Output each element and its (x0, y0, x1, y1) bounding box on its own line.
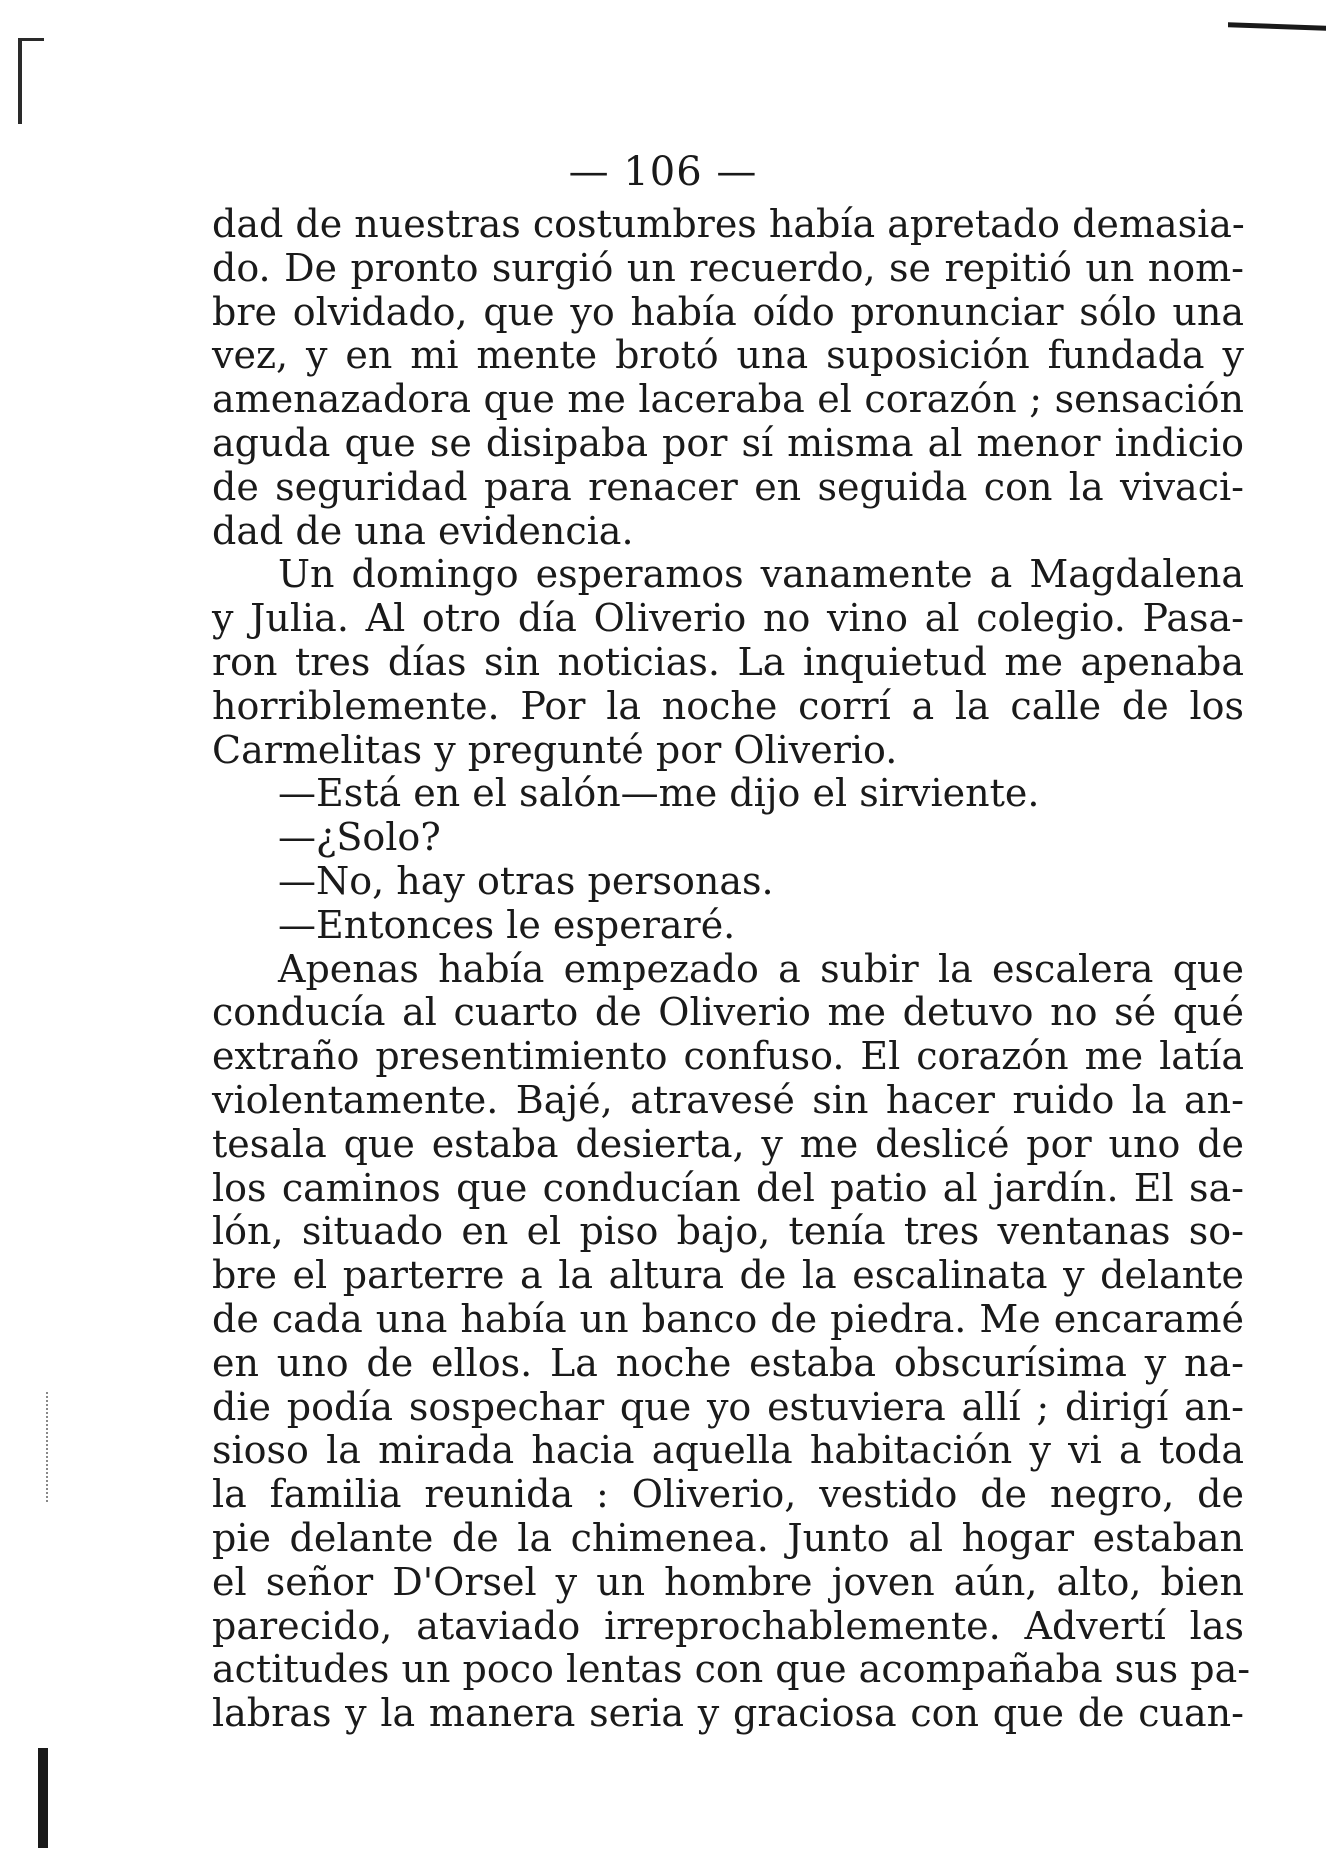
text-line: extraño presentimiento confuso. El corazón me latía (212, 1034, 1244, 1079)
text-line: sioso la mirada hacia aquella habitación y vi a toda (212, 1428, 1244, 1473)
text-line: actitudes un poco lentas con que acompañaba sus pa- (212, 1647, 1251, 1692)
scan-edge-mark-bottom-left (38, 1748, 48, 1848)
text-line: —¿Solo? (278, 815, 441, 860)
page-number: — 106 — (568, 149, 758, 195)
text-line: pie delante de la chimenea. Junto al hogar estaban (212, 1515, 1244, 1560)
text-line: y Julia. Al otro día Oliverio no vino al colegio. Pasa- (212, 596, 1244, 641)
text-line: Apenas había empezado a subir la escalera que (278, 946, 1244, 991)
text-line: —Entonces le esperaré. (278, 902, 736, 947)
scan-dust-marks (46, 1392, 51, 1502)
text-line: en uno de ellos. La noche estaba obscurísima y na- (212, 1340, 1244, 1385)
text-line: die podía sospechar que yo estuviera allí ; dirigí an- (212, 1384, 1244, 1429)
text-line: ron tres días sin noticias. La inquietud me apenaba (212, 639, 1244, 684)
text-line: do. De pronto surgió un recuerdo, se repitió un nom- (212, 245, 1244, 290)
text-line: Carmelitas y pregunté por Oliverio. (212, 727, 898, 772)
text-line: Un domingo esperamos vanamente a Magdalena (278, 552, 1244, 597)
text-line: los caminos que conducían del patio al jardín. El sa- (212, 1165, 1244, 1210)
text-line: de seguridad para renacer en seguida con la vivaci- (212, 464, 1244, 509)
text-line: bre olvidado, que yo había oído pronunciar sólo una (212, 289, 1244, 334)
text-line: dad de una evidencia. (212, 508, 634, 553)
text-line: conducía al cuarto de Oliverio me detuvo no sé qué (212, 990, 1244, 1035)
text-line: horriblemente. Por la noche corrí a la calle de los (212, 683, 1244, 728)
scan-edge-mark-top-left (18, 38, 22, 124)
text-line: bre el parterre a la altura de la escalinata y delante (212, 1253, 1244, 1298)
text-line: de cada una había un banco de piedra. Me encaramé (212, 1296, 1244, 1341)
body-text (212, 202, 1251, 1736)
scan-edge-mark-top-right (1228, 22, 1326, 30)
text-line: lón, situado en el piso bajo, tenía tres ventanas so- (212, 1209, 1244, 1254)
text-line: violentamente. Bajé, atravesé sin hacer ruido la an- (212, 1077, 1244, 1122)
text-line: labras y la manera seria y graciosa con que de cuan- (212, 1691, 1244, 1736)
text-line: —Está en el salón—me dijo el sirviente. (278, 771, 1040, 816)
text-line: parecido, ataviado irreprochablemente. Advertí las (212, 1603, 1244, 1648)
text-line: tesala que estaba desierta, y me deslicé por uno de (212, 1121, 1244, 1166)
text-line: la familia reunida : Oliverio, vestido de negro, de (212, 1472, 1244, 1517)
text-line: aguda que se disipaba por sí misma al menor indicio (212, 420, 1244, 465)
text-line: vez, y en mi mente brotó una suposición fundada y (212, 333, 1244, 378)
text-line: —No, hay otras personas. (278, 858, 774, 903)
text-line: el señor D'Orsel y un hombre joven aún, alto, bien (212, 1559, 1244, 1604)
text-line: dad de nuestras costumbres había apretado demasia- (212, 202, 1245, 246)
text-line: amenazadora que me laceraba el corazón ; sensación (212, 377, 1244, 422)
